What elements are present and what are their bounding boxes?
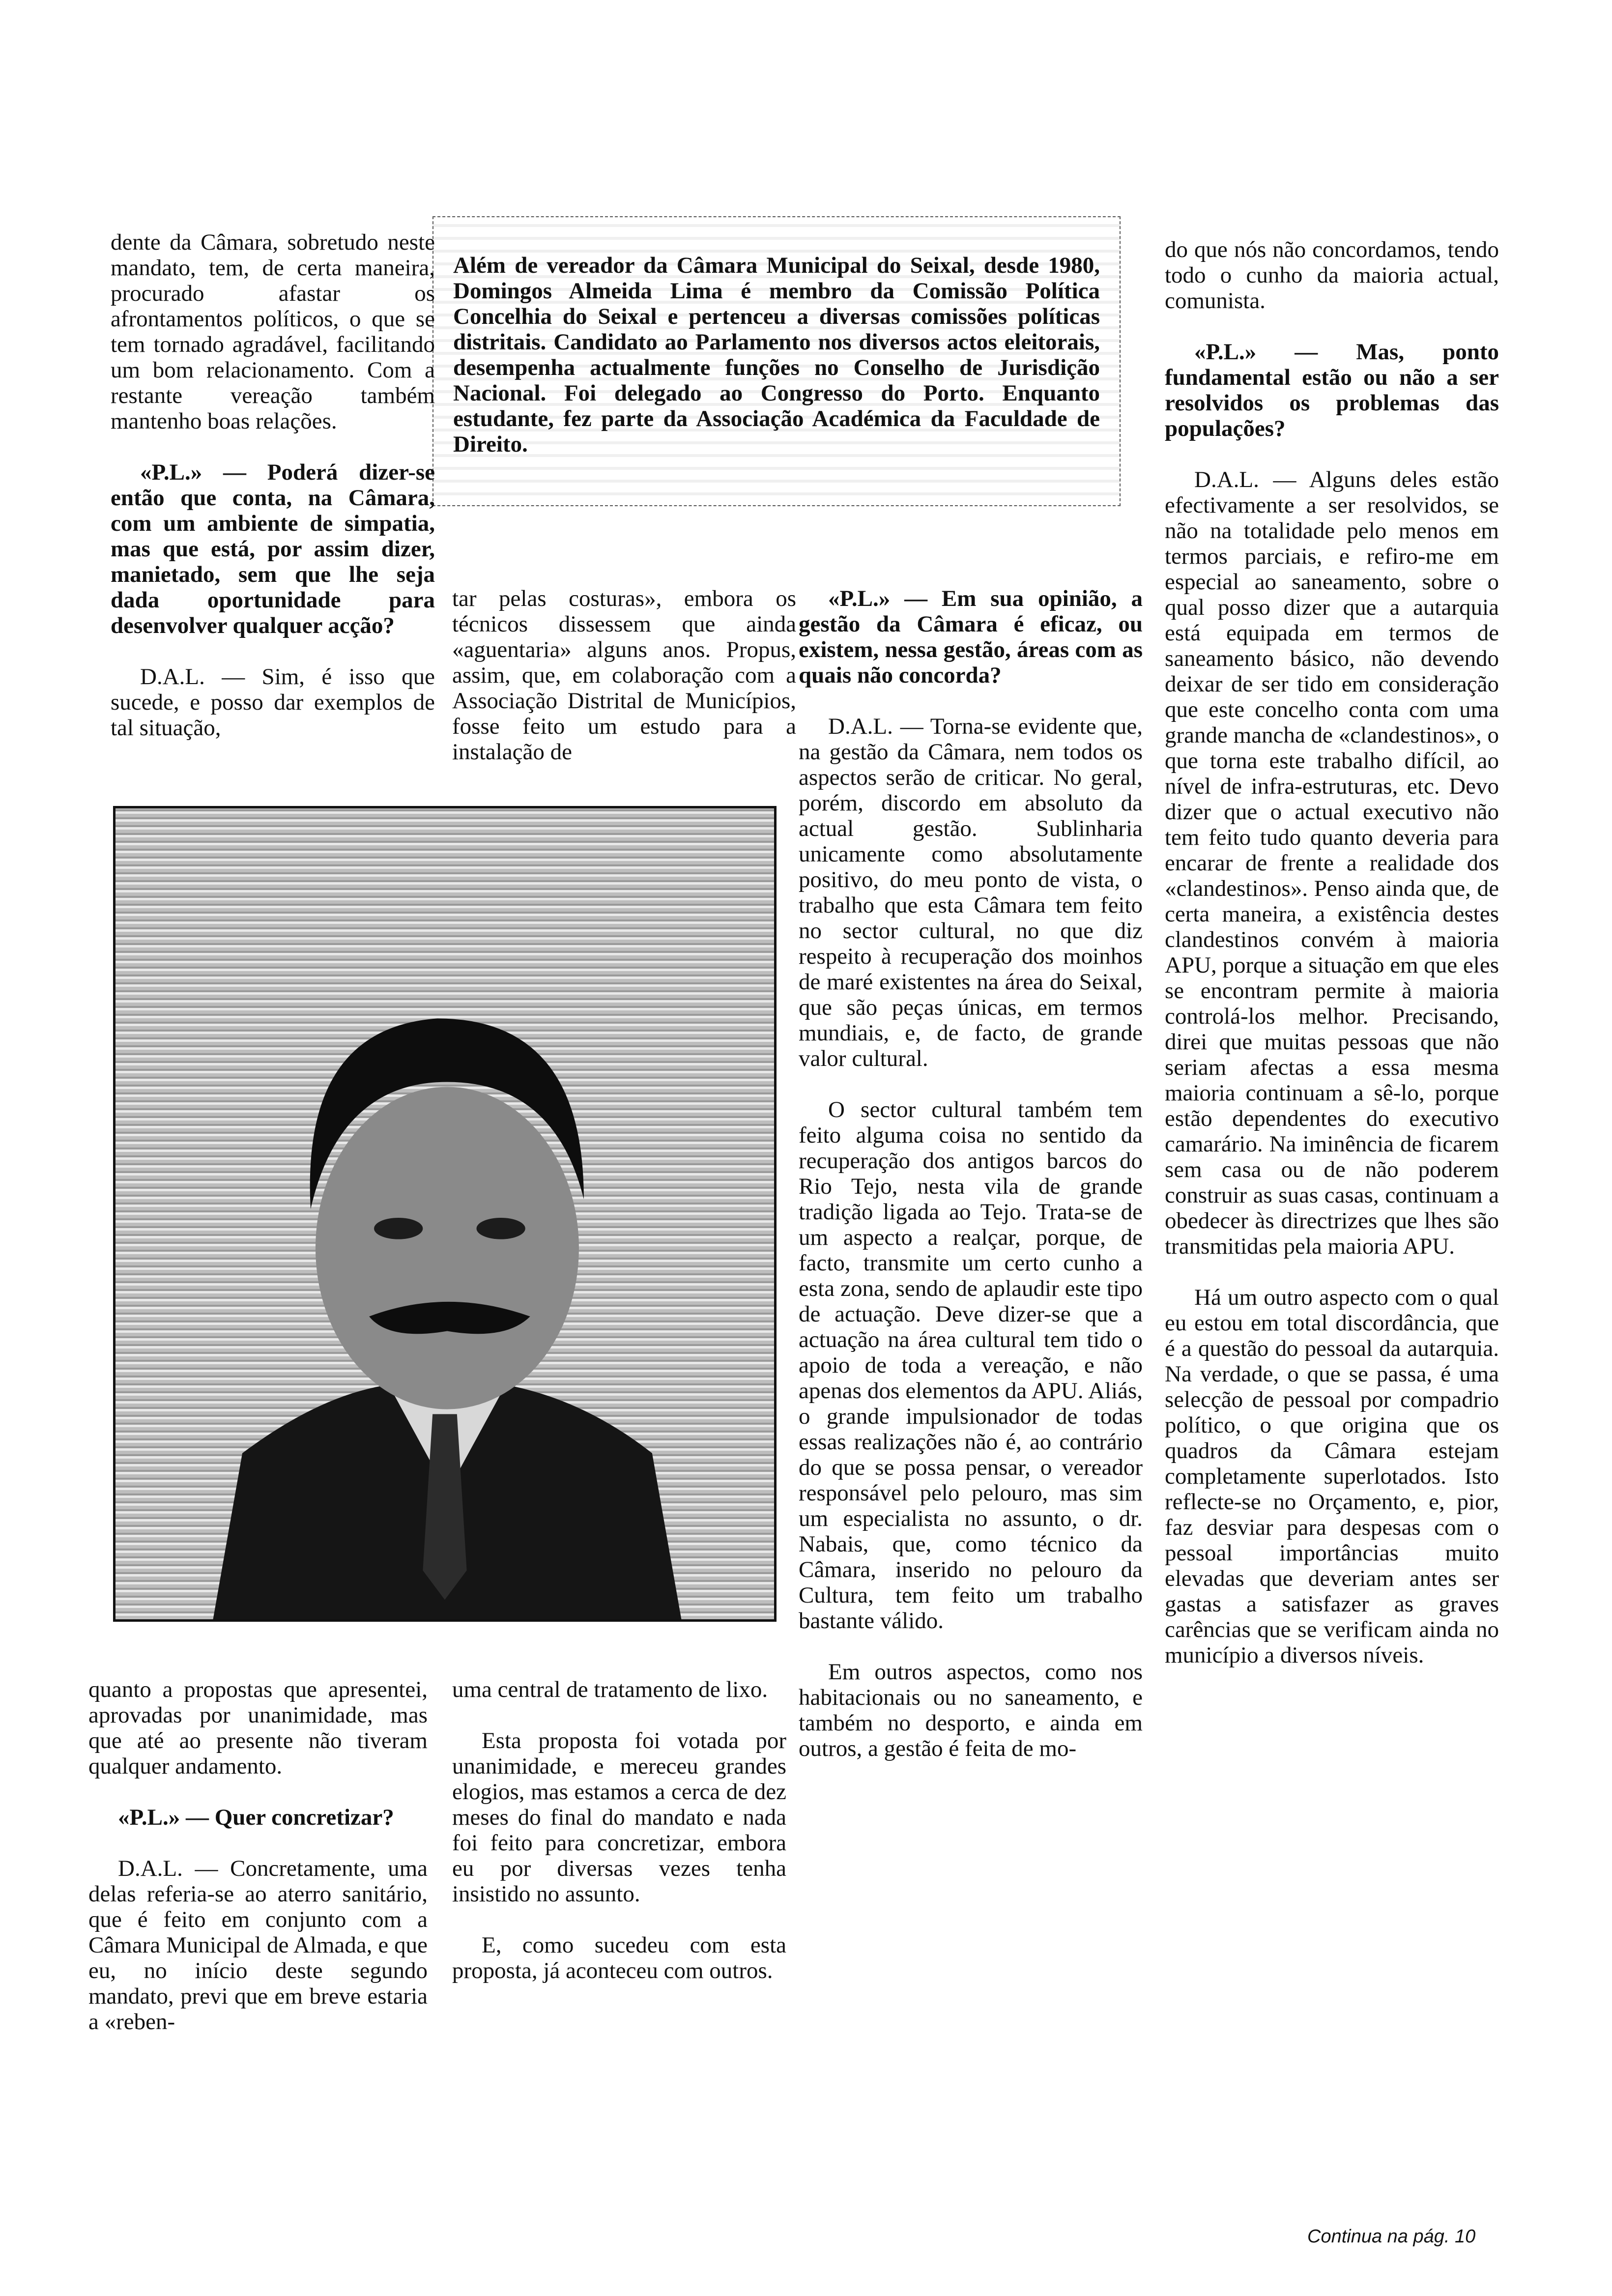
col3-answer-2: O sector cultural também tem feito alguma coisa no sentido da recuperação dos antigos barcos do Rio Tejo, nesta vila de grande tradição ligada ao Tejo. Trata-se de um aspecto a realçar, porque, de facto, transmite um certo cunho a esta zona, sendo de aplaudir este tipo de actuação. Deve dizer-se que a actuação na área cultural tem tido o apoio de toda a vereação, e não apenas dos elementos da APU. Aliás, o grande impulsionador de todas essas realizações não é, ao contrário do que se possa pensar, o vereador responsável pelo pelouro, mas sim um especialista no assunto, o dr. Nabais, que, como técnico da Câmara, inserido no pelouro da Cultura, tem feito um trabalho bastante válido. — [799, 1097, 1143, 1634]
column-1 — [111, 204, 435, 794]
col4-para-1: do que nós não concordamos, tendo todo o cunho da maioria actual, comunista. — [1165, 237, 1499, 314]
bottom1-para-1: quanto a propostas que apresentei, aprovadas por unanimidade, mas que até ao presente não tiveram qualquer andamento. — [88, 1677, 428, 1779]
bottom-column-2 — [452, 1651, 786, 2148]
col1-para-1: dente da Câmara, sobretudo neste mandato, tem, de certa maneira, procurado afastar os afrontamentos políticos, o que se tem tornado agradável, facilitando um bom relacionamento. Com a restante vereação também mantenho boas relações. — [111, 230, 435, 434]
bottom2-para-1: uma central de tratamento de lixo. — [452, 1677, 768, 1702]
bottom2-para-3: E, como sucedeu com esta proposta, já aconteceu com outros. — [452, 1932, 786, 1983]
bottom-column-1 — [88, 1651, 428, 2148]
col3-answer-1: D.A.L. — Torna-se evidente que, na gestão da Câmara, nem todos os aspectos serão de criticar. No geral, porém, discordo em absoluto da actual gestão. Sublinharia unicamente como absolutamente positivo, do meu ponto de vista, o trabalho que esta Câmara tem feito no sector cultural, no que diz respeito à recuperação dos moinhos de maré existentes na área do Seixal, que são peças únicas, em termos mundiais, e, de facto, de grande valor cultural. — [799, 714, 1143, 1071]
column-3 — [799, 560, 1143, 2148]
bottom1-answer: D.A.L. — Concretamente, uma delas referia-se ao aterro sanitário, que é feito em conjunto com a Câmara Municipal de Almada, e que eu, no início deste segundo mandato, previ que em breve estaria a «reben- — [88, 1856, 428, 2035]
col4-answer-1: D.A.L. — Alguns deles estão efectivamente a ser resolvidos, se não na totalidade pelo menos em termos parciais, e refiro-me em especial ao saneamento, sobre o qual posso dizer que a autarquia está equipada em termos de saneamento básico, não devendo deixar de ser tido em consideração que este concelho conta com uma grande mancha de «clandestinos», o que torna este trabalho difícil, ao nível de infra-estruturas, etc. Devo dizer que o actual executivo não tem feito tudo quanto deveria para encarar de frente a realidade dos «clandestinos». Penso ainda que, de certa maneira, a existência destes clandestinos convém à maioria APU, porque a situação em que eles se encontram permite à maioria controlá-los melhor. Precisando, direi que muitas pessoas que não seriam afectas a essa mesma maioria continuam a sê-lo, porque estão dependentes do executivo camarário. Na iminência de ficarem sem casa ou de não poderem construir as suas casas, continuam a obedecer às directrizes que lhes são transmitidas pela maioria APU. — [1165, 467, 1499, 1259]
col1-answer: D.A.L. — Sim, é isso que sucede, e posso dar exemplos de tal situação, — [111, 664, 435, 741]
bottom1-question: «P.L.» — Quer concretizar? — [118, 1805, 394, 1830]
portrait-photo — [113, 806, 777, 1622]
portrait-figure — [115, 808, 774, 1619]
col2-para-1: tar pelas costuras», embora os técnicos dissessem que ainda «aguentaria» alguns anos. Propus, assim, que, em colaboração com a Associação Distrital de Municípios, fosse feito um estudo para a instalação de — [452, 586, 796, 765]
col3-question: «P.L.» — Em sua opinião, a gestão da Câmara é eficaz, ou existem, nessa gestão, áreas com as quais não concorda? — [799, 586, 1143, 688]
bio-box — [432, 216, 1121, 506]
column-2 — [452, 560, 796, 786]
bio-box-text: Além de vereador da Câmara Municipal do Seixal, desde 1980, Domingos Almeida Lima é membro da Comissão Política Concelhia do Seixal e pertenceu a diversas comissões políticas distritais. Candidato ao Parlamento nos diversos actos eleitorais, desempenha actualmente funções no Conselho de Jurisdição Nacional. Foi delegado ao Congresso do Porto. Enquanto estudante, fez parte da Associação Académica da Faculdade de Direito. — [453, 253, 1100, 457]
col3-answer-3: Em outros aspectos, como nos habitacionais ou no saneamento, e também no desporto, e ainda em outros, a gestão é feita de mo- — [799, 1659, 1143, 1761]
bottom2-para-2: Esta proposta foi votada por unanimidade, e mereceu grandes elogios, mas estamos a cerca de dez meses do final do mandato e nada foi feito para concretizar, embora eu por diversas vezes tenha insistido no assunto. — [452, 1728, 786, 1907]
col1-question: «P.L.» — Poderá dizer-se então que conta, na Câmara, com um ambiente de simpatia, mas que está, por assim dizer, manietado, sem que lhe seja dada oportunidade para desenvolver qualquer acção? — [111, 459, 435, 638]
col4-answer-2: Há um outro aspecto com o qual eu estou em total discordância, que é a questão do pessoal da autarquia. Na verdade, o que se passa, é uma selecção de pessoal por compadrio político, o que origina que os quadros da Câmara estejam completamente superlotados. Isto reflecte-se no Orçamento, e, pior, faz desviar para despesas com o pessoal importâncias muito elevadas que deveriam antes ser gastas a satisfazer as graves carências que se verificam ainda no município a diversos níveis. — [1165, 1285, 1499, 1668]
col4-question: «P.L.» — Mas, ponto fundamental estão ou não a ser resolvidos os problemas das populações? — [1165, 339, 1499, 441]
column-4 — [1165, 211, 1499, 2216]
continuation-note: Continua na pág. 10 — [1307, 2226, 1476, 2247]
